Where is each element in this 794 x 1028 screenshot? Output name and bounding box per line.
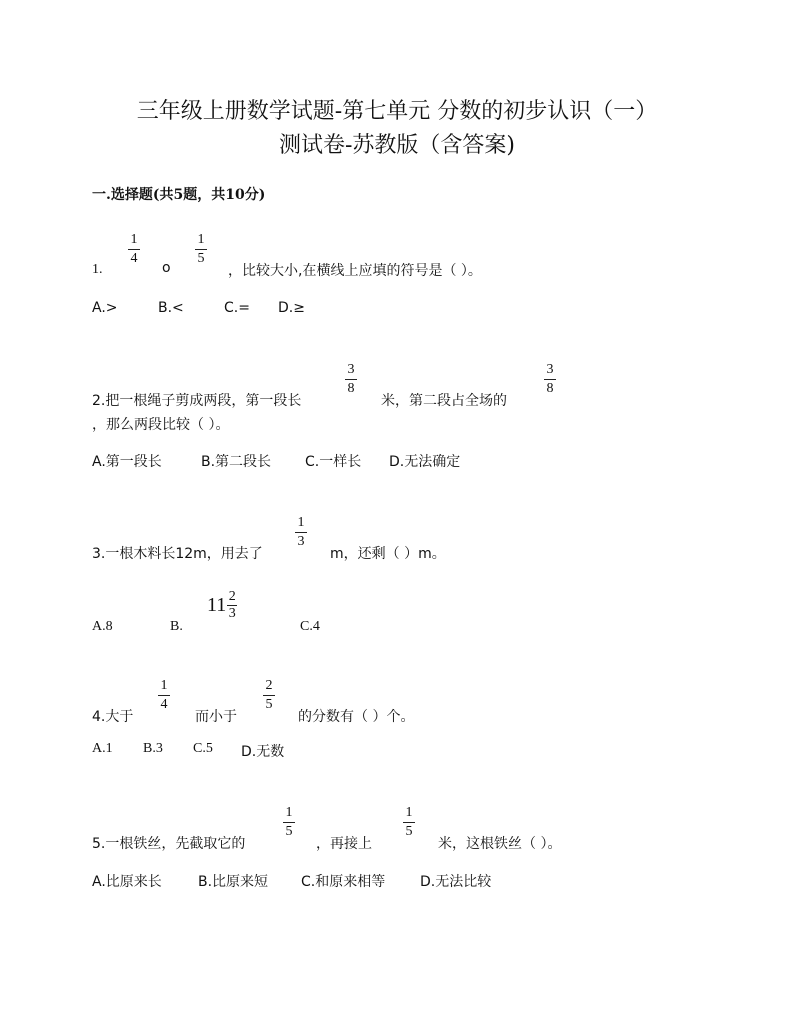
q5-fraction-a-denominator: 5 [285,824,293,839]
q4-option-d: D.无数 [241,744,285,760]
q5-fraction-a [283,805,295,840]
q5-fraction-b-denominator: 5 [405,824,413,839]
q1-fraction-b-denominator: 5 [197,251,205,266]
q4-fraction-b-denominator: 5 [265,697,273,712]
q2-fraction-b-numerator: 3 [546,362,554,377]
q3-fraction-a-numerator: 1 [297,515,305,530]
q5-fraction-b [403,805,415,840]
mixed-number-denominator: 3 [228,606,236,621]
q4-text-a: 4.大于 [92,709,134,725]
fraction-bar [158,695,170,696]
q5-option-a: A.比原来长 [92,874,162,890]
q1-fraction-a-denominator: 4 [130,251,138,266]
q2-option-c: C.一样长 [305,454,362,470]
mixed-number-whole: 11 [207,594,227,616]
fraction-bar [263,695,275,696]
page-title-line-1: 三年级上册数学试题-第七单元 分数的初步认识（一） [136,99,658,124]
q5-option-c: C.和原来相等 [301,874,386,890]
q2-fraction-a [345,362,357,397]
q3-option-b-mixed-number [207,590,237,621]
q1-option-d: D.≥ [278,300,305,316]
q1-compare-circle: o [162,260,171,276]
q4-text-b: 而小于 [195,709,237,725]
q1-text: ，比较大小,在横线上应填的符号是（ ）。 [228,263,482,279]
fraction-bar [195,249,207,250]
q4-fraction-a [158,678,170,713]
page-title-line-2: 测试卷-苏教版（含答案) [278,133,516,158]
mixed-number-fraction [227,590,237,621]
q3-text-a: 3.一根木料长12m，用去了 [92,546,263,562]
q2-fraction-a-numerator: 3 [347,362,355,377]
q5-fraction-a-numerator: 1 [285,805,293,820]
section-heading: 一.选择题(共5题，共10分) [92,187,266,203]
q2-option-a: A.第一段长 [92,454,162,470]
q3-text-b: m，还剩（ ）m。 [330,546,446,562]
fraction-bar [403,822,415,823]
q5-option-d: D.无法比较 [420,874,492,890]
q1-option-b: B.< [158,300,184,316]
q4-fraction-b [263,678,275,713]
q3-option-b: B. [170,619,183,634]
fraction-bar [544,379,556,380]
q3-option-c: C.4 [300,619,320,634]
q4-option-a: A.1 [92,741,113,756]
q2-option-d: D.无法确定 [389,454,461,470]
q2-fraction-a-denominator: 8 [347,381,355,396]
q2-fraction-b [544,362,556,397]
q2-option-b: B.第二段长 [201,454,272,470]
q4-option-b: B.3 [143,741,163,756]
q2-fraction-b-denominator: 8 [546,381,554,396]
q1-option-c: C.= [224,300,250,316]
q3-fraction-a-denominator: 3 [297,534,305,549]
q1-fraction-b [195,232,207,267]
q1-fraction-b-numerator: 1 [197,232,205,247]
q3-fraction-a [295,515,307,550]
q2-text-a: 2.把一根绳子剪成两段，第一段长 [92,393,302,409]
q1-option-a: A.> [92,300,118,316]
q1-fraction-a-numerator: 1 [130,232,138,247]
q5-text-c: 米，这根铁丝（ ）。 [438,836,562,852]
fraction-bar [283,822,295,823]
q5-text-a: 5.一根铁丝，先截取它的 [92,836,246,852]
q3-option-a: A.8 [92,619,113,634]
q5-text-b: ，再接上 [316,836,372,852]
fraction-bar [295,532,307,533]
q4-fraction-b-numerator: 2 [265,678,273,693]
q1-number: 1. [92,262,103,277]
q4-fraction-a-numerator: 1 [160,678,168,693]
q2-text-b: 米，第二段占全场的 [381,393,507,409]
q4-option-c: C.5 [193,741,213,756]
q1-fraction-a [128,232,140,267]
q5-fraction-b-numerator: 1 [405,805,413,820]
q2-text-c: ，那么两段比较（ ）。 [92,417,230,433]
q4-text-c: 的分数有（ ）个。 [298,709,415,725]
q4-fraction-a-denominator: 4 [160,697,168,712]
q5-option-b: B.比原来短 [198,874,269,890]
fraction-bar [128,249,140,250]
fraction-bar [345,379,357,380]
mixed-number-numerator: 2 [228,589,236,604]
